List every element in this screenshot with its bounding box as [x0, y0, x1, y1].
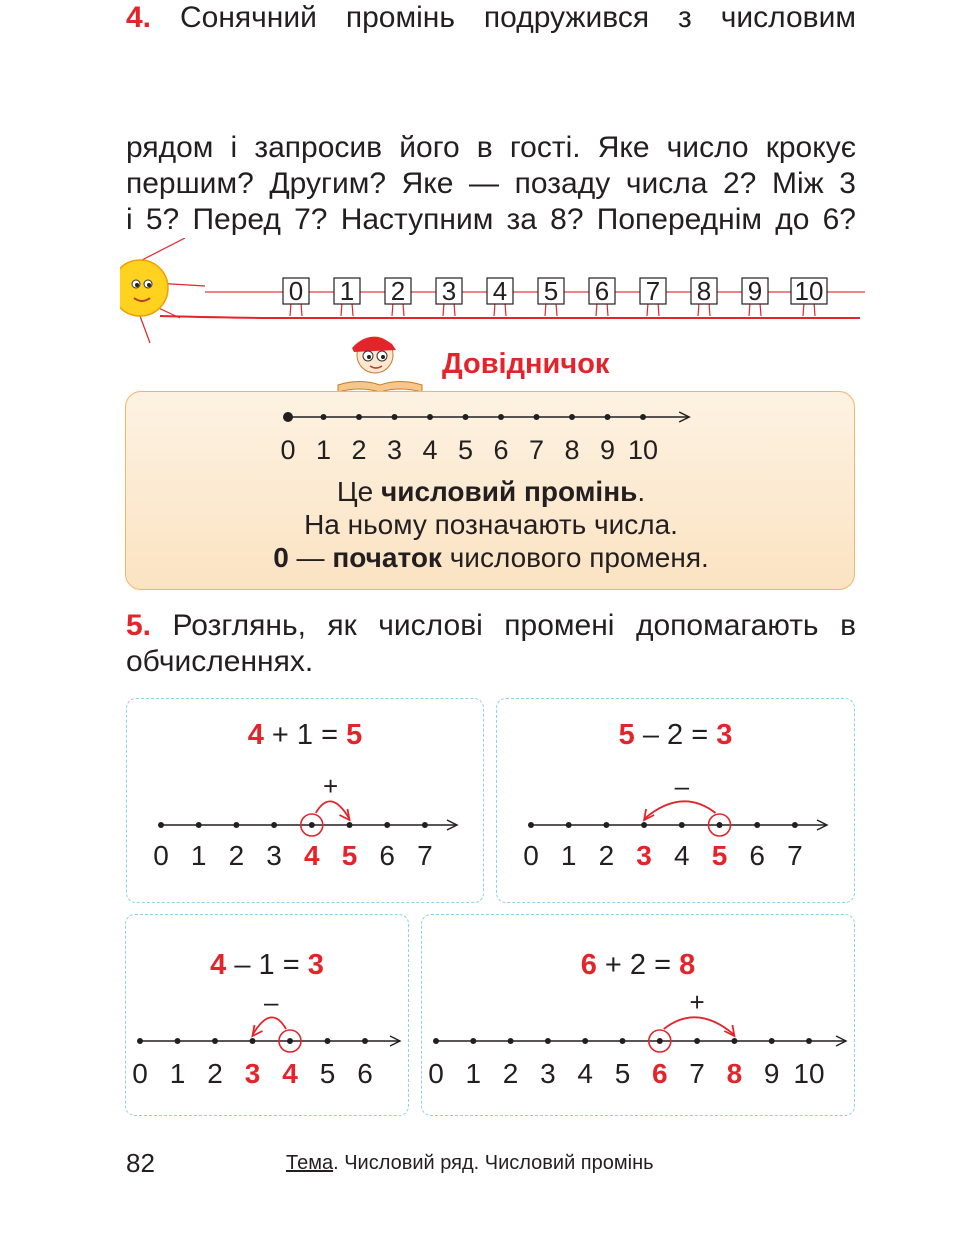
operation-sign: + — [689, 987, 705, 1017]
ray-number: 8 — [726, 1058, 743, 1089]
eq-3-a: 4 — [210, 949, 227, 981]
eq-2-b: 2 — [667, 719, 684, 751]
row-number-card — [487, 276, 513, 316]
reference-title: Довідничок — [442, 348, 610, 380]
ray-number: 1 — [560, 840, 577, 871]
row-number-card — [742, 276, 768, 316]
reference-line-2: На ньому позначають числа. — [304, 509, 678, 540]
ray-point — [384, 822, 390, 828]
page-number: 82 — [126, 1148, 155, 1178]
sun-icon — [120, 238, 205, 343]
ray-number: 7 — [528, 435, 545, 465]
ray-point — [196, 822, 202, 828]
ray-number: 0 — [153, 840, 169, 871]
ray-number: 3 — [636, 840, 652, 871]
ray-number: 1 — [315, 435, 332, 465]
ray-point — [717, 822, 723, 828]
ray-point — [582, 1038, 588, 1044]
topic-label: Тема — [286, 1152, 334, 1174]
eq-1-a: 4 — [247, 719, 264, 751]
row-number-card — [385, 276, 411, 316]
ray-number: 4 — [674, 840, 690, 871]
ray-number: 1 — [190, 840, 207, 871]
ray-number: 7 — [417, 840, 433, 871]
ray-number: 6 — [357, 1058, 373, 1089]
ray-point — [534, 414, 540, 420]
ray-point — [754, 822, 760, 828]
row-number-label: 5 — [543, 276, 559, 306]
eq-1-op: + — [271, 719, 289, 751]
example-box-1 — [126, 698, 484, 903]
topic-text: . Числовий ряд. Числовий промінь — [333, 1152, 654, 1174]
reference-number-ray — [126, 402, 856, 482]
reference-line-1-pre: Це — [336, 476, 381, 507]
ray-point — [640, 414, 646, 420]
row-number-label: 9 — [747, 276, 763, 306]
reference-zero: 0 — [273, 542, 289, 573]
operation-sign: + — [323, 771, 339, 801]
eq-3-op: – — [234, 949, 251, 981]
ray-number: 1 — [465, 1058, 482, 1089]
boy-reading-icon — [330, 330, 430, 395]
row-number-card — [283, 276, 309, 316]
eq-4-b: 2 — [629, 949, 647, 981]
row-number-label: 1 — [339, 276, 355, 306]
example-box-3 — [125, 914, 409, 1116]
task-5-line-2: обчисленнях. — [126, 645, 314, 678]
ray-point — [605, 414, 611, 420]
ray-point — [137, 1038, 143, 1044]
ray-number: 1 — [169, 1058, 186, 1089]
ray-point — [362, 1038, 368, 1044]
row-number-card — [334, 276, 360, 316]
row-number-label: 4 — [492, 276, 508, 306]
ray-number: 5 — [341, 840, 358, 871]
row-number-card — [691, 276, 717, 316]
ray-point — [212, 1038, 218, 1044]
eq-1-b: 1 — [296, 719, 314, 751]
ray-number: 2 — [207, 1058, 223, 1089]
ray-point — [641, 822, 647, 828]
reference-dash: — — [288, 542, 333, 573]
row-number-label: 6 — [594, 276, 610, 306]
eq-3-equals: = — [282, 949, 300, 981]
ray-number: 5 — [711, 840, 728, 871]
row-number-label: 3 — [441, 276, 457, 306]
ray-number: 6 — [749, 840, 765, 871]
ray-point — [566, 822, 572, 828]
eq-1-result: 5 — [346, 719, 363, 751]
ray-number: 2 — [351, 435, 367, 465]
ray-point — [769, 1038, 775, 1044]
task-5-line-1 — [126, 608, 856, 644]
task-5-text-1: Розглянь, як числові промені допомагають в — [172, 609, 857, 642]
row-number-card — [436, 276, 462, 316]
ray-point — [158, 822, 164, 828]
ray-point — [427, 414, 433, 420]
ray-number: 7 — [689, 1058, 705, 1089]
ray-point — [233, 822, 239, 828]
ray-point — [422, 822, 428, 828]
reference-start-term: початок — [332, 542, 442, 573]
ray-point — [694, 1038, 700, 1044]
reference-line-3-post: числового променя. — [441, 542, 709, 573]
operation-sign: – — [674, 771, 690, 801]
ray-point — [620, 1038, 626, 1044]
eq-4-result: 8 — [679, 949, 696, 981]
eq-4-equals: = — [654, 949, 672, 981]
ray-point — [347, 822, 353, 828]
jump-arc — [316, 801, 350, 819]
ray-number: 6 — [652, 1058, 668, 1089]
ray-number: 3 — [540, 1058, 556, 1089]
ray-point — [603, 822, 609, 828]
row-number-label: 7 — [645, 276, 661, 306]
eq-3-b: 1 — [258, 949, 275, 981]
ray-point — [498, 414, 504, 420]
ray-number: 0 — [523, 840, 539, 871]
ray-number: 2 — [228, 840, 245, 871]
task-4-number: 4. — [126, 1, 152, 34]
ray-number: 6 — [493, 435, 509, 465]
eq-2-op: – — [642, 719, 659, 751]
eq-2-a: 5 — [618, 719, 635, 751]
eq-4-a: 6 — [580, 949, 597, 981]
reference-line-1-post: . — [637, 476, 646, 507]
task-4-text-1: Сонячний промінь подружився з числовим — [180, 1, 857, 34]
ray-point — [356, 414, 362, 420]
ray-point — [806, 1038, 812, 1044]
sun-ray-line — [160, 316, 860, 318]
ray-number: 3 — [244, 1058, 261, 1089]
task-5-number: 5. — [126, 609, 152, 642]
task-4-line-1 — [126, 0, 856, 36]
ray-number: 5 — [457, 435, 474, 465]
ray-point — [283, 412, 293, 422]
number-ray-1 — [127, 699, 485, 904]
number-ray-4 — [422, 915, 856, 1117]
ray-number: 4 — [282, 1058, 298, 1089]
example-box-2 — [496, 698, 855, 903]
ray-point — [679, 822, 685, 828]
row-number-label: 8 — [696, 276, 712, 306]
eq-1-equals: = — [321, 719, 339, 751]
ray-point — [528, 822, 534, 828]
task-4-line-3: першим? Другим? Яке — позаду числа 2? Між 3 — [126, 167, 856, 200]
ray-point — [470, 1038, 476, 1044]
reference-line-1 — [126, 476, 856, 508]
number-ray-3 — [126, 915, 410, 1117]
jump-arc — [664, 1017, 735, 1035]
ray-point — [287, 1038, 293, 1044]
ray-point — [321, 414, 327, 420]
ray-point — [731, 1038, 737, 1044]
ray-number: 10 — [627, 435, 659, 465]
sun-number-row — [120, 238, 865, 348]
ray-point — [433, 1038, 439, 1044]
ray-number: 7 — [787, 840, 803, 871]
ray-number: 6 — [379, 840, 395, 871]
ray-point — [392, 414, 398, 420]
ray-number: 9 — [763, 1058, 780, 1089]
ray-number: 2 — [598, 840, 615, 871]
number-ray-2 — [497, 699, 856, 904]
footer-topic — [286, 1152, 654, 1175]
reference-box — [125, 391, 855, 590]
ray-number: 3 — [386, 435, 403, 465]
ray-number: 10 — [793, 1058, 825, 1089]
ray-point — [569, 414, 575, 420]
row-number-label: 0 — [288, 276, 304, 306]
ray-number: 8 — [564, 435, 580, 465]
ray-point — [325, 1038, 331, 1044]
row-number-label: 2 — [390, 276, 406, 306]
row-number-card — [538, 276, 564, 316]
eq-2-equals: = — [691, 719, 709, 751]
jump-arc — [253, 1017, 287, 1035]
ray-number: 4 — [422, 435, 438, 465]
example-box-4 — [421, 914, 855, 1116]
ray-point — [792, 822, 798, 828]
ray-point — [463, 414, 469, 420]
operation-sign: – — [264, 987, 279, 1017]
reference-line-3 — [126, 542, 856, 574]
row-number-card — [791, 276, 827, 316]
jump-arc — [644, 801, 715, 819]
ray-number: 0 — [280, 435, 296, 465]
ray-number: 5 — [319, 1058, 336, 1089]
eq-2-result: 3 — [716, 719, 733, 751]
ray-point — [657, 1038, 663, 1044]
row-number-card — [589, 276, 615, 316]
ray-number: 0 — [132, 1058, 148, 1089]
ray-point — [309, 822, 315, 828]
eq-3-result: 3 — [307, 949, 324, 981]
reference-term: числовий промінь — [380, 476, 638, 507]
ray-number: 5 — [614, 1058, 631, 1089]
ray-number: 0 — [428, 1058, 444, 1089]
ray-point — [545, 1038, 551, 1044]
row-number-label: 10 — [794, 276, 824, 306]
ray-point — [250, 1038, 256, 1044]
ray-number: 3 — [266, 840, 282, 871]
ray-point — [175, 1038, 181, 1044]
eq-4-op: + — [604, 949, 622, 981]
task-4-line-4: і 5? Перед 7? Наступним за 8? Попереднім до 6? — [126, 203, 856, 236]
task-4-line-2: рядом і запросив його в гості. Яке число крокує — [126, 131, 856, 164]
ray-point — [271, 822, 277, 828]
ray-number: 4 — [577, 1058, 593, 1089]
ray-number: 2 — [502, 1058, 519, 1089]
row-number-card — [640, 276, 666, 316]
ray-number: 9 — [599, 435, 616, 465]
ray-point — [508, 1038, 514, 1044]
ray-number: 4 — [304, 840, 320, 871]
